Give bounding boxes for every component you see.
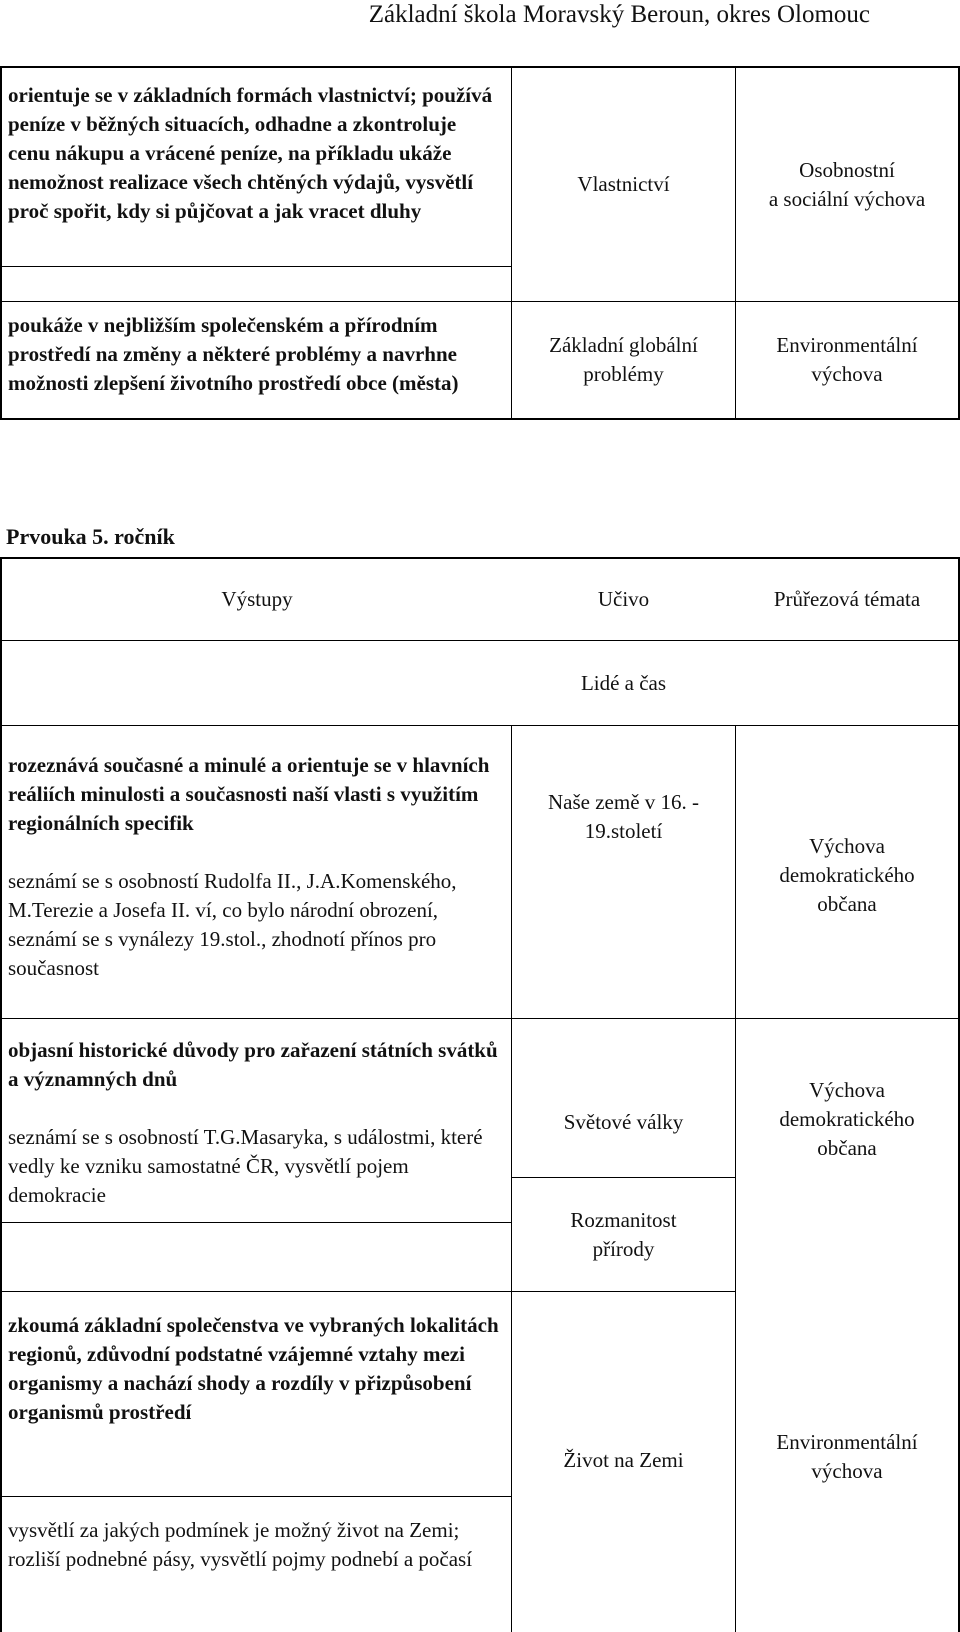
- top-row1-theme: Osobnostní a sociální výchova: [768, 157, 926, 211]
- row3-topic: Rozmanitost přírody: [570, 1207, 677, 1261]
- top-row2-output: poukáže v nejbližším společenském a přírodním prostředí na změny a některé problémy a navrhne možnosti zlepšení životního prostředí obce (města): [8, 313, 459, 395]
- row4-topic: Život na Zemi: [563, 1447, 684, 1472]
- group-lide-a-cas: Lidé a čas: [580, 670, 667, 695]
- header-curriculum: Učivo: [597, 587, 650, 611]
- row2-theme: Výchova demokratického občana: [779, 1078, 915, 1160]
- row2-topic: Světové války: [563, 1109, 684, 1134]
- top-row1-output: orientuje se v základních formách vlastnictví; používá peníze v běžných situacích, odhadne a zkontroluje cenu nákupu a vrácené peníze, na příkladu ukáže nemožnost realizace všech chtěných výdajů, vysvětlí proč spořit, kdy si půjčovat a jak vracet dluhy: [8, 83, 493, 223]
- row4-output-plain: vysvětlí za jakých podmínek je možný život na Zemi; rozliší podnebné pásy, vysvětlí pojmy podnebí a počasí: [8, 1518, 473, 1571]
- row4-output-bold: zkoumá základní společenstva ve vybraných lokalitách regionů, zdůvodní podstatné vzájemné vztahy mezi organismy a nachází shody a rozdíly v přizpůsobení organismů prostředí: [8, 1313, 499, 1424]
- row2-output: objasní historické důvody pro zařazení státních svátků a významných dnů seznámí se s osobností T.G.Masaryka, s událostmi, které vedly ke vzniku samostatné ČR, vysvětlí pojem demokracie: [8, 1038, 498, 1207]
- row4-theme: Environmentální výchova: [776, 1430, 918, 1483]
- header-outputs: Výstupy: [221, 587, 293, 611]
- top-row2-theme: Environmentální výchova: [776, 333, 918, 386]
- section-title: Prvouka 5. ročník: [6, 524, 175, 549]
- top-row2-topic: Základní globální problémy: [549, 333, 698, 386]
- school-header: [0, 0, 870, 30]
- row1-theme: Výchova demokratického občana: [779, 834, 915, 916]
- header-themes: Průřezová témata: [773, 587, 921, 611]
- row1-output: rozeznává současné a minulé a orientuje se v hlavních reáliích minulosti a současnosti naší vlasti s využitím regionálních specifik seznámí se s osobností Rudolfa II., J.A.Komenského, M.Terezie a Josefa II. ví, co bylo národní obrození, seznámí se s vynálezy 19.stol., zhodnotí přínos pro současnost: [8, 753, 490, 980]
- row1-topic: Naše země v 16. - 19.století: [547, 790, 700, 843]
- top-row1-topic: Vlastnictví: [577, 172, 670, 196]
- school-title: Základní škola Moravský Beroun, okres Olomouc: [368, 1, 870, 28]
